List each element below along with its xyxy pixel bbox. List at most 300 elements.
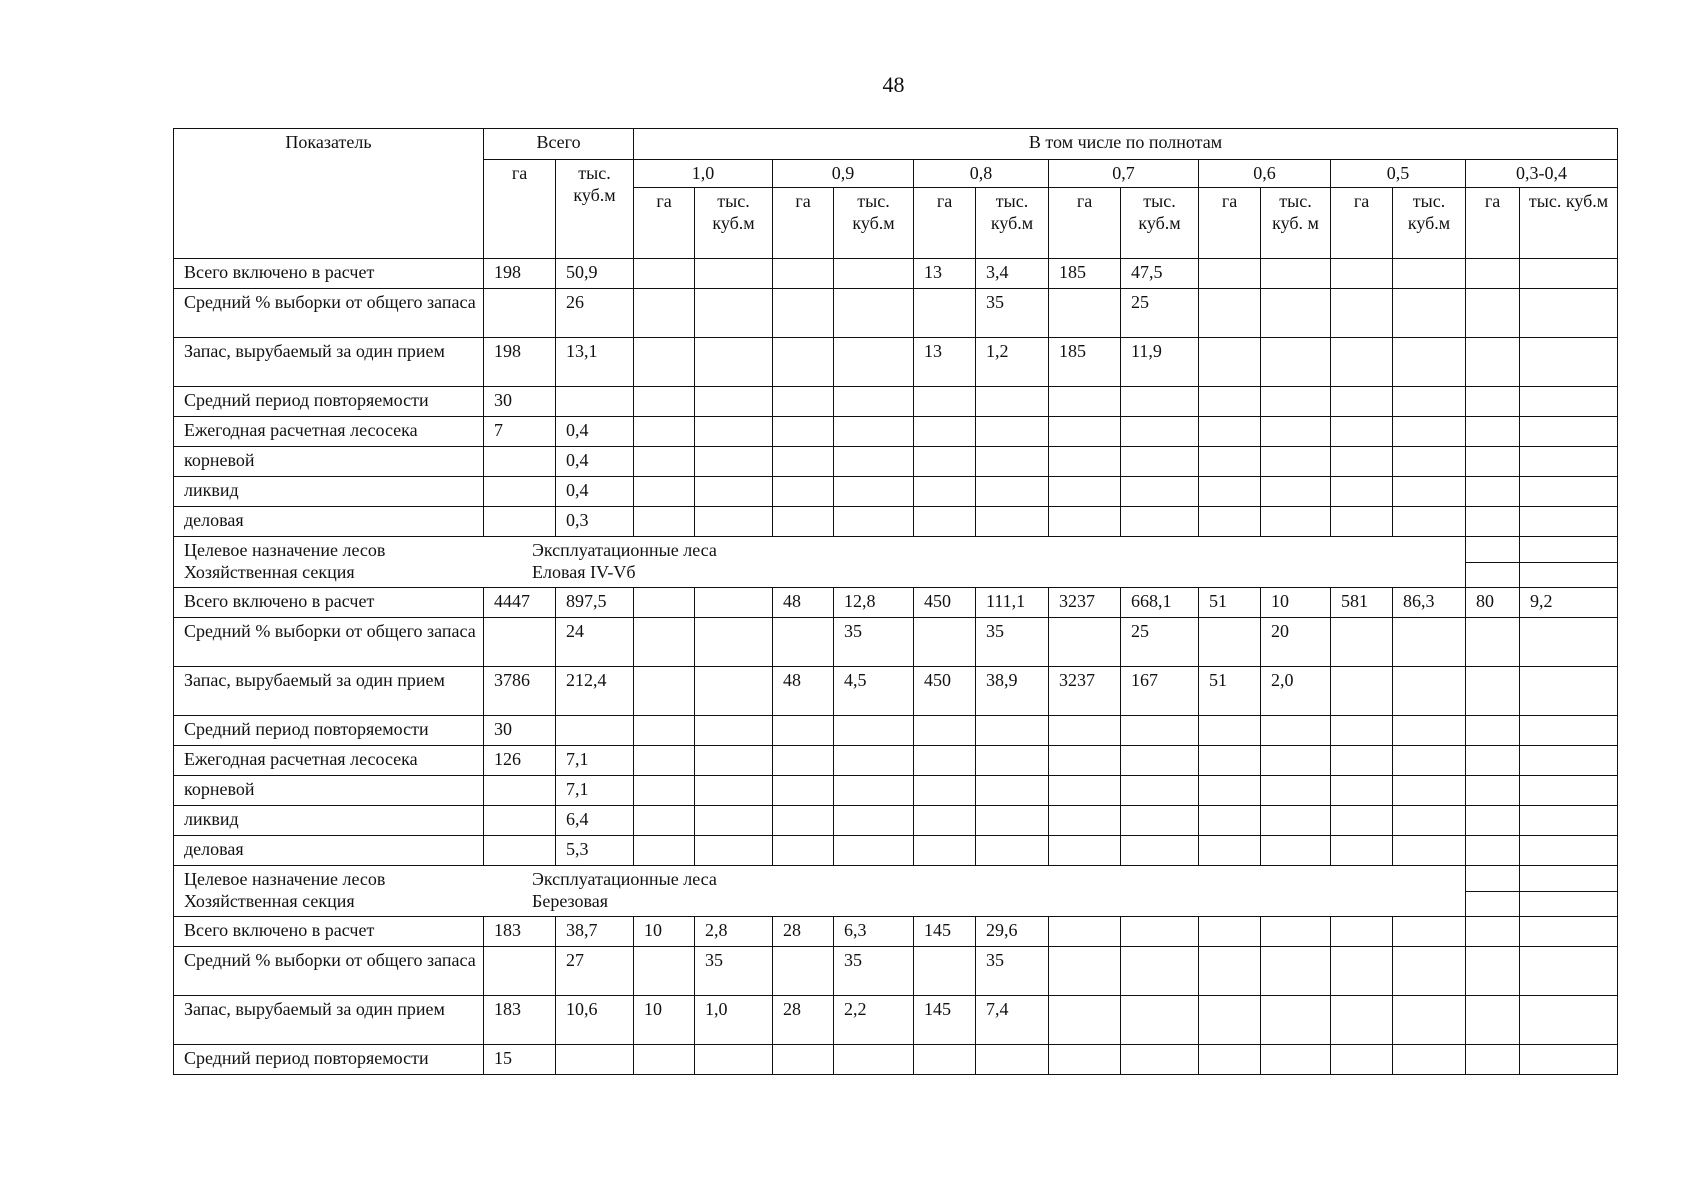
- table-cell: [695, 417, 773, 447]
- table-cell: [1121, 417, 1199, 447]
- table-cell: [1466, 776, 1520, 806]
- forest-purpose-label: Целевое назначение лесов: [184, 540, 386, 560]
- table-cell: 20: [1261, 618, 1331, 667]
- header-by-density: В том числе по полнотам: [634, 129, 1618, 160]
- table-cell: [1331, 507, 1393, 537]
- table-cell: [1121, 806, 1199, 836]
- table-cell: 50,9: [556, 259, 634, 289]
- table-cell: 9,2: [1520, 588, 1618, 618]
- table-cell: [1466, 716, 1520, 746]
- table-cell: 11,9: [1121, 338, 1199, 387]
- table-cell: [484, 947, 556, 996]
- table-cell: [1121, 746, 1199, 776]
- table-cell: [695, 746, 773, 776]
- table-cell: [1331, 806, 1393, 836]
- table-cell: [1520, 667, 1618, 716]
- header-ha: га: [773, 188, 834, 259]
- section-header: [174, 866, 1466, 917]
- economic-section-line: [184, 561, 1459, 583]
- table-cell: [914, 776, 976, 806]
- table-cell: [1049, 447, 1121, 477]
- table-row: [174, 947, 1618, 996]
- row-label: Средний период повторяемости: [174, 387, 484, 417]
- table-cell: 183: [484, 996, 556, 1045]
- table-cell: [1049, 289, 1121, 338]
- row-label: Запас, вырубаемый за один прием: [174, 667, 484, 716]
- row-label: Средний % выборки от общего запаса: [174, 289, 484, 338]
- table-cell: [1520, 537, 1618, 588]
- table-cell: [1199, 947, 1261, 996]
- table-cell: [1393, 447, 1466, 477]
- table-cell: [1199, 387, 1261, 417]
- table-cell: [1520, 338, 1618, 387]
- table-row: [174, 338, 1618, 387]
- table-cell: [634, 618, 695, 667]
- table-cell: [1520, 947, 1618, 996]
- table-cell: [1331, 996, 1393, 1045]
- table-cell: [634, 667, 695, 716]
- table-cell: [834, 746, 914, 776]
- table-cell: [976, 447, 1049, 477]
- table-cell: [1261, 947, 1331, 996]
- table-cell: [773, 507, 834, 537]
- table-cell: [556, 1045, 634, 1075]
- table-cell: [1520, 447, 1618, 477]
- table-cell: 13,1: [556, 338, 634, 387]
- table-cell: [1049, 746, 1121, 776]
- table-cell: [1393, 716, 1466, 746]
- table-cell: [834, 806, 914, 836]
- table-cell: 183: [484, 917, 556, 947]
- table-cell: 7: [484, 417, 556, 447]
- table-cell: 10: [1261, 588, 1331, 618]
- table-cell: [1121, 836, 1199, 866]
- table-cell: 145: [914, 996, 976, 1045]
- forest-purpose-value: Эксплуатационные леса: [532, 540, 717, 560]
- row-label: Всего включено в расчет: [174, 588, 484, 618]
- table-cell: [1261, 917, 1331, 947]
- table-cell: 86,3: [1393, 588, 1466, 618]
- table-cell: 897,5: [556, 588, 634, 618]
- table-cell: [634, 387, 695, 417]
- table-row: [174, 588, 1618, 618]
- table-cell: [1049, 806, 1121, 836]
- table-cell: 15: [484, 1045, 556, 1075]
- table-cell: [1121, 917, 1199, 947]
- table-cell: [1199, 917, 1261, 947]
- header-vol: тыс. куб.м: [1121, 188, 1199, 259]
- table-cell: [1331, 289, 1393, 338]
- table-cell: [484, 618, 556, 667]
- table-cell: [1393, 477, 1466, 507]
- table-cell: [773, 417, 834, 447]
- table-cell: [834, 836, 914, 866]
- table-cell: [1393, 806, 1466, 836]
- table-cell: [1261, 447, 1331, 477]
- table-cell: [773, 1045, 834, 1075]
- table-cell: [1049, 387, 1121, 417]
- table-cell: [634, 716, 695, 746]
- table-cell: 2,0: [1261, 667, 1331, 716]
- table-cell: [1049, 836, 1121, 866]
- table-cell: [1199, 806, 1261, 836]
- table-cell: [695, 716, 773, 746]
- row-label: Средний % выборки от общего запаса: [174, 947, 484, 996]
- table-cell: [1520, 507, 1618, 537]
- table-cell: [1520, 417, 1618, 447]
- table-cell: 581: [1331, 588, 1393, 618]
- economic-section-label: Хозяйственная секция: [184, 891, 355, 911]
- table-cell: [976, 806, 1049, 836]
- table-cell: [1393, 387, 1466, 417]
- table-cell: [1466, 866, 1520, 917]
- table-cell: [1331, 746, 1393, 776]
- table-cell: [1331, 947, 1393, 996]
- table-cell: 27: [556, 947, 634, 996]
- table-cell: 3237: [1049, 667, 1121, 716]
- table-row: [174, 618, 1618, 667]
- table-cell: [914, 836, 976, 866]
- table-cell: 24: [556, 618, 634, 667]
- table-cell: 6,4: [556, 806, 634, 836]
- table-row: [174, 507, 1618, 537]
- table-cell: [976, 836, 1049, 866]
- table-cell: [914, 618, 976, 667]
- table-cell: [1331, 447, 1393, 477]
- table-cell: [695, 588, 773, 618]
- table-cell: [556, 716, 634, 746]
- header-row-1: [174, 129, 1618, 160]
- table-cell: [773, 806, 834, 836]
- table-cell: [1049, 716, 1121, 746]
- table-cell: [1199, 716, 1261, 746]
- table-cell: [1049, 1045, 1121, 1075]
- table-cell: [834, 477, 914, 507]
- header-ha: га: [634, 188, 695, 259]
- economic-section-value: Еловая IV-Vб: [532, 562, 636, 582]
- table-row: [174, 387, 1618, 417]
- table-cell: [976, 507, 1049, 537]
- table-cell: [1520, 387, 1618, 417]
- table-cell: [484, 447, 556, 477]
- table-cell: [634, 947, 695, 996]
- table-cell: [1466, 477, 1520, 507]
- table-cell: [634, 259, 695, 289]
- table-cell: [1199, 507, 1261, 537]
- table-cell: 5,3: [556, 836, 634, 866]
- table-cell: 13: [914, 259, 976, 289]
- table-cell: [1520, 996, 1618, 1045]
- table-cell: [634, 588, 695, 618]
- table-cell: [1261, 259, 1331, 289]
- table-cell: [1466, 1045, 1520, 1075]
- table-cell: [1121, 507, 1199, 537]
- row-label: корневой: [174, 776, 484, 806]
- page-number: 48: [882, 72, 905, 97]
- table-cell: 10: [634, 917, 695, 947]
- table-cell: [1520, 716, 1618, 746]
- table-cell: 10,6: [556, 996, 634, 1045]
- table-row: [174, 917, 1618, 947]
- table-cell: [1520, 866, 1618, 917]
- economic-section-value: Березовая: [532, 891, 609, 911]
- table-cell: 1,0: [695, 996, 773, 1045]
- table-cell: [1049, 996, 1121, 1045]
- table-cell: [484, 806, 556, 836]
- table-row: [174, 776, 1618, 806]
- table-row: [174, 836, 1618, 866]
- table-cell: [1520, 917, 1618, 947]
- table-cell: [1466, 537, 1520, 588]
- table-cell: [1199, 289, 1261, 338]
- section-header-row: [174, 537, 1618, 588]
- row-label: Запас, вырубаемый за один прием: [174, 996, 484, 1045]
- table-cell: [484, 477, 556, 507]
- table-cell: [1466, 996, 1520, 1045]
- table-cell: [634, 507, 695, 537]
- section-header: [174, 537, 1466, 588]
- table-cell: [1331, 716, 1393, 746]
- table-row: [174, 806, 1618, 836]
- table-cell: 29,6: [976, 917, 1049, 947]
- table-cell: [1331, 776, 1393, 806]
- table-cell: 111,1: [976, 588, 1049, 618]
- table-cell: [1261, 387, 1331, 417]
- header-ha: га: [1331, 188, 1393, 259]
- forest-purpose-line: [184, 539, 1459, 561]
- table-row: [174, 996, 1618, 1045]
- table-cell: [976, 746, 1049, 776]
- table-cell: [1199, 836, 1261, 866]
- table-cell: 198: [484, 259, 556, 289]
- table-cell: [834, 447, 914, 477]
- table-cell: 185: [1049, 338, 1121, 387]
- table-cell: [634, 776, 695, 806]
- header-density-0-7: 0,7: [1049, 160, 1199, 188]
- header-vol: тыс. куб.м: [1520, 188, 1618, 259]
- table-cell: [1261, 1045, 1331, 1075]
- table-cell: 3,4: [976, 259, 1049, 289]
- table-cell: [1261, 507, 1331, 537]
- table-cell: [1466, 338, 1520, 387]
- table-cell: [1261, 746, 1331, 776]
- table-cell: [1331, 667, 1393, 716]
- table-cell: [1466, 259, 1520, 289]
- table-cell: [1199, 338, 1261, 387]
- table-cell: 2,2: [834, 996, 914, 1045]
- table-cell: 145: [914, 917, 976, 947]
- table-cell: [1199, 259, 1261, 289]
- table-cell: 212,4: [556, 667, 634, 716]
- table-cell: [1199, 618, 1261, 667]
- table-cell: [1393, 259, 1466, 289]
- table-cell: [1393, 836, 1466, 866]
- table-cell: [484, 289, 556, 338]
- table-cell: 30: [484, 387, 556, 417]
- table-row: [174, 746, 1618, 776]
- table-cell: [1199, 996, 1261, 1045]
- table-cell: [773, 716, 834, 746]
- table-cell: 80: [1466, 588, 1520, 618]
- table-cell: [914, 806, 976, 836]
- table-cell: [1331, 1045, 1393, 1075]
- table-cell: [1466, 447, 1520, 477]
- table-cell: 0,4: [556, 417, 634, 447]
- table-cell: [695, 338, 773, 387]
- table-cell: [695, 387, 773, 417]
- header-total-vol: тыс. куб.м: [556, 160, 634, 259]
- table-cell: 10: [634, 996, 695, 1045]
- forest-purpose-value: Эксплуатационные леса: [532, 869, 717, 889]
- table-cell: [695, 289, 773, 338]
- table-cell: [1520, 477, 1618, 507]
- table-cell: [834, 1045, 914, 1075]
- table-cell: [773, 477, 834, 507]
- table-row: [174, 259, 1618, 289]
- table-cell: 35: [834, 618, 914, 667]
- table-cell: 7,1: [556, 746, 634, 776]
- section-header-row: [174, 866, 1618, 917]
- table-cell: [1466, 806, 1520, 836]
- row-label: ликвид: [174, 806, 484, 836]
- table-cell: [1049, 417, 1121, 447]
- table-cell: [773, 447, 834, 477]
- table-cell: [556, 387, 634, 417]
- header-density-0-3-0-4: 0,3-0,4: [1466, 160, 1618, 188]
- table-cell: [773, 776, 834, 806]
- table-cell: [1393, 746, 1466, 776]
- table-cell: [695, 1045, 773, 1075]
- table-cell: [834, 716, 914, 746]
- table-cell: 4,5: [834, 667, 914, 716]
- header-density-0-9: 0,9: [773, 160, 914, 188]
- table-cell: 3786: [484, 667, 556, 716]
- table-cell: [1199, 477, 1261, 507]
- header-density-0-8: 0,8: [914, 160, 1049, 188]
- table-cell: [1393, 507, 1466, 537]
- table-cell: 0,4: [556, 447, 634, 477]
- table-row: [174, 417, 1618, 447]
- table-cell: [1261, 289, 1331, 338]
- table-cell: 28: [773, 917, 834, 947]
- table-cell: 3237: [1049, 588, 1121, 618]
- table-cell: [695, 836, 773, 866]
- row-label: Запас, вырубаемый за один прием: [174, 338, 484, 387]
- table-cell: [1261, 996, 1331, 1045]
- table-cell: [1121, 716, 1199, 746]
- row-label: ликвид: [174, 477, 484, 507]
- header-vol: тыс. куб.м: [695, 188, 773, 259]
- table-cell: [634, 338, 695, 387]
- table-cell: [1199, 746, 1261, 776]
- table-cell: [976, 776, 1049, 806]
- table-cell: 668,1: [1121, 588, 1199, 618]
- table-cell: 12,8: [834, 588, 914, 618]
- table-cell: [695, 806, 773, 836]
- table-cell: [1261, 477, 1331, 507]
- economic-section-line: [184, 890, 1459, 912]
- table-cell: [1393, 947, 1466, 996]
- economic-section-label: Хозяйственная секция: [184, 562, 355, 582]
- table-cell: [1393, 996, 1466, 1045]
- table-cell: [914, 947, 976, 996]
- header-vol: тыс. куб.м: [976, 188, 1049, 259]
- table-cell: 35: [834, 947, 914, 996]
- row-label: Средний период повторяемости: [174, 1045, 484, 1075]
- table-cell: [1049, 507, 1121, 537]
- row-label: Всего включено в расчет: [174, 917, 484, 947]
- table-cell: [1331, 618, 1393, 667]
- header-ha: га: [1049, 188, 1121, 259]
- table-cell: [1393, 289, 1466, 338]
- table-cell: [1466, 917, 1520, 947]
- table-cell: [976, 716, 1049, 746]
- table-cell: [1331, 836, 1393, 866]
- row-label: Всего включено в расчет: [174, 259, 484, 289]
- header-vol: тыс. куб. м: [1261, 188, 1331, 259]
- table-cell: [1393, 417, 1466, 447]
- table-cell: [773, 836, 834, 866]
- table-cell: [1331, 338, 1393, 387]
- forest-purpose-label: Целевое назначение лесов: [184, 869, 386, 889]
- table-cell: [914, 507, 976, 537]
- table-cell: [1049, 477, 1121, 507]
- table-cell: [1393, 667, 1466, 716]
- forest-purpose-line: [184, 868, 1459, 890]
- row-label: Средний период повторяемости: [174, 716, 484, 746]
- table-cell: [1261, 836, 1331, 866]
- header-indicator: Показатель: [174, 129, 484, 259]
- row-label: Ежегодная расчетная лесосека: [174, 417, 484, 447]
- table-cell: [634, 746, 695, 776]
- table-cell: [484, 836, 556, 866]
- table-cell: [1261, 338, 1331, 387]
- table-cell: [834, 338, 914, 387]
- table-cell: [634, 417, 695, 447]
- table-cell: [1199, 447, 1261, 477]
- table-cell: [914, 716, 976, 746]
- header-total-ha: га: [484, 160, 556, 259]
- table-cell: [1049, 776, 1121, 806]
- table-cell: 26: [556, 289, 634, 338]
- table-cell: [1199, 1045, 1261, 1075]
- table-cell: 25: [1121, 289, 1199, 338]
- row-label: корневой: [174, 447, 484, 477]
- table-cell: [773, 387, 834, 417]
- table-cell: 450: [914, 588, 976, 618]
- table-row: [174, 289, 1618, 338]
- table-cell: [1393, 338, 1466, 387]
- table-cell: [914, 289, 976, 338]
- table-cell: [1049, 917, 1121, 947]
- table-cell: [1331, 417, 1393, 447]
- table-cell: 35: [976, 289, 1049, 338]
- table-cell: [695, 447, 773, 477]
- table-cell: [1520, 836, 1618, 866]
- table-cell: [1393, 917, 1466, 947]
- table-cell: [1121, 947, 1199, 996]
- header-density-0-6: 0,6: [1199, 160, 1331, 188]
- row-label: Средний % выборки от общего запаса: [174, 618, 484, 667]
- table-cell: [1393, 776, 1466, 806]
- header-vol: тыс. куб.м: [834, 188, 914, 259]
- table-cell: [484, 776, 556, 806]
- table-cell: [1121, 1045, 1199, 1075]
- table-cell: [976, 387, 1049, 417]
- header-vol: тыс. куб.м: [1393, 188, 1466, 259]
- table-cell: [1121, 477, 1199, 507]
- table-cell: [1466, 947, 1520, 996]
